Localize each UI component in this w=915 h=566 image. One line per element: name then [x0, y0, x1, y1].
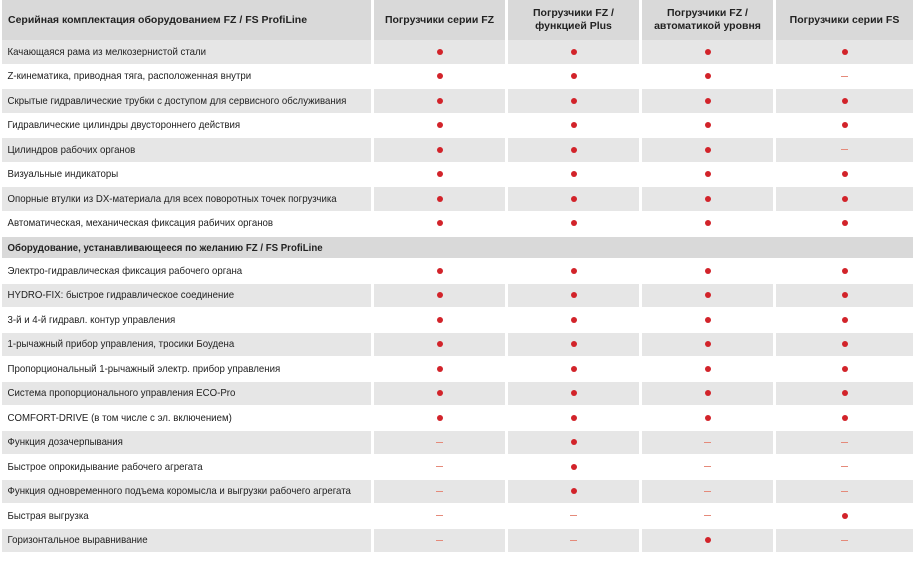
availability-cell — [371, 333, 505, 357]
included-dot-icon — [571, 98, 577, 104]
availability-cell — [773, 89, 913, 113]
availability-cell — [371, 212, 505, 236]
row-label: HYDRO-FIX: быстрое гидравлическое соединение — [7, 289, 235, 302]
availability-cell — [773, 529, 913, 553]
availability-cell — [639, 40, 773, 64]
row-label: Горизонтальное выравнивание — [7, 534, 148, 547]
not-available-dash-icon — [570, 515, 577, 516]
included-dot-icon — [437, 147, 443, 153]
availability-cell — [505, 529, 639, 553]
included-dot-icon — [705, 122, 711, 128]
row-label: Z-кинематика, приводная тяга, расположенная внутри — [7, 70, 252, 83]
row-label: Функция одновременного подъема коромысла и выгрузки рабочего агрегата — [7, 485, 351, 498]
availability-cell — [505, 163, 639, 187]
availability-cell — [773, 138, 913, 162]
included-dot-icon — [705, 220, 711, 226]
table-row — [2, 455, 913, 480]
included-dot-icon — [437, 220, 443, 226]
included-dot-icon — [842, 49, 848, 55]
availability-cell — [505, 308, 639, 332]
included-dot-icon — [437, 390, 443, 396]
row-label: Качающаяся рама из мелкозернистой стали — [7, 45, 207, 58]
availability-cell — [371, 504, 505, 528]
included-dot-icon — [705, 98, 711, 104]
availability-cell — [505, 187, 639, 211]
included-dot-icon — [842, 268, 848, 274]
availability-cell — [639, 187, 773, 211]
availability-cell — [505, 89, 639, 113]
header-fz-auto-line1: Погрузчики FZ / — [667, 7, 748, 19]
included-dot-icon — [705, 415, 711, 421]
availability-cell — [773, 333, 913, 357]
availability-cell — [639, 308, 773, 332]
availability-cell — [639, 455, 773, 479]
availability-cell — [371, 89, 505, 113]
not-available-dash-icon — [841, 442, 848, 443]
included-dot-icon — [571, 341, 577, 347]
table-row — [2, 529, 913, 554]
included-dot-icon — [705, 317, 711, 323]
included-dot-icon — [571, 366, 577, 372]
availability-cell — [639, 65, 773, 89]
table-row — [2, 406, 913, 431]
header-fz-plus-line2: функцией Plus — [535, 20, 612, 32]
header-fz-auto-line2: автоматикой уровня — [654, 20, 761, 32]
availability-cell — [371, 455, 505, 479]
row-label: Опорные втулки из DX-материала для всех поворотных точек погрузчика — [7, 192, 337, 205]
availability-cell — [773, 308, 913, 332]
included-dot-icon — [705, 49, 711, 55]
table-row — [2, 333, 913, 358]
included-dot-icon — [705, 147, 711, 153]
not-available-dash-icon — [841, 466, 848, 467]
availability-cell — [639, 163, 773, 187]
availability-cell — [505, 431, 639, 455]
not-available-dash-icon — [436, 466, 443, 467]
availability-cell — [505, 284, 639, 308]
included-dot-icon — [571, 464, 577, 470]
availability-cell — [773, 259, 913, 283]
section-optional-equipment — [2, 237, 913, 259]
included-dot-icon — [842, 390, 848, 396]
included-dot-icon — [571, 488, 577, 494]
availability-cell — [505, 357, 639, 381]
included-dot-icon — [842, 196, 848, 202]
included-dot-icon — [571, 317, 577, 323]
included-dot-icon — [842, 98, 848, 104]
availability-cell — [371, 406, 505, 430]
row-label: Визуальные индикаторы — [7, 168, 119, 181]
availability-cell — [371, 480, 505, 504]
availability-cell — [773, 187, 913, 211]
row-label: Функция дозачерпывания — [7, 436, 123, 449]
availability-cell — [371, 284, 505, 308]
included-dot-icon — [571, 49, 577, 55]
availability-cell — [639, 431, 773, 455]
included-dot-icon — [842, 317, 848, 323]
header-fz-series: Погрузчики серии FZ — [371, 0, 505, 40]
included-dot-icon — [842, 513, 848, 519]
availability-cell — [773, 40, 913, 64]
availability-cell — [639, 259, 773, 283]
table-row — [2, 259, 913, 284]
row-label: 3-й и 4-й гидравл. контур управления — [7, 313, 176, 326]
row-label: Пропорциональный 1-рычажный электр. прибор управления — [7, 362, 281, 375]
included-dot-icon — [437, 196, 443, 202]
availability-cell — [505, 114, 639, 138]
included-dot-icon — [437, 341, 443, 347]
section-title: Оборудование, устанавливающееся по желанию FZ / FS ProfiLine — [7, 241, 323, 254]
availability-cell — [639, 480, 773, 504]
included-dot-icon — [705, 73, 711, 79]
included-dot-icon — [571, 73, 577, 79]
not-available-dash-icon — [841, 491, 848, 492]
row-label: Быстрое опрокидывание рабочего агрегата — [7, 460, 203, 473]
not-available-dash-icon — [841, 149, 848, 150]
header-feature-column: Серийная комплектация оборудованием FZ / FS ProfiLine — [2, 0, 371, 40]
not-available-dash-icon — [704, 515, 711, 516]
not-available-dash-icon — [704, 466, 711, 467]
row-label: COMFORT-DRIVE (в том числе с эл. включением) — [7, 411, 232, 424]
included-dot-icon — [437, 415, 443, 421]
row-label: Автоматическая, механическая фиксация рабичих органов — [7, 217, 274, 230]
availability-cell — [505, 40, 639, 64]
availability-cell — [773, 357, 913, 381]
included-dot-icon — [437, 268, 443, 274]
availability-cell — [371, 529, 505, 553]
not-available-dash-icon — [436, 515, 443, 516]
availability-cell — [773, 431, 913, 455]
table-row — [2, 114, 913, 139]
availability-cell — [773, 212, 913, 236]
availability-cell — [371, 308, 505, 332]
included-dot-icon — [842, 220, 848, 226]
table-row — [2, 308, 913, 333]
included-dot-icon — [705, 171, 711, 177]
availability-cell — [639, 333, 773, 357]
included-dot-icon — [705, 537, 711, 543]
availability-cell — [639, 504, 773, 528]
availability-cell — [505, 455, 639, 479]
availability-cell — [773, 455, 913, 479]
availability-cell — [639, 114, 773, 138]
availability-cell — [773, 406, 913, 430]
included-dot-icon — [842, 171, 848, 177]
included-dot-icon — [571, 415, 577, 421]
availability-cell — [505, 259, 639, 283]
availability-cell — [639, 212, 773, 236]
availability-cell — [639, 357, 773, 381]
included-dot-icon — [705, 196, 711, 202]
availability-cell — [773, 284, 913, 308]
included-dot-icon — [571, 220, 577, 226]
availability-cell — [773, 114, 913, 138]
row-label: Электро-гидравлическая фиксация рабочего органа — [7, 264, 243, 277]
not-available-dash-icon — [704, 442, 711, 443]
row-label: Цилиндров рабочих органов — [7, 143, 136, 156]
not-available-dash-icon — [436, 491, 443, 492]
included-dot-icon — [437, 317, 443, 323]
table-row — [2, 382, 913, 407]
availability-cell — [773, 382, 913, 406]
availability-cell — [639, 382, 773, 406]
availability-cell — [639, 284, 773, 308]
included-dot-icon — [437, 171, 443, 177]
availability-cell — [371, 259, 505, 283]
optional-equipment-body — [2, 259, 913, 553]
availability-cell — [371, 187, 505, 211]
included-dot-icon — [571, 268, 577, 274]
included-dot-icon — [842, 415, 848, 421]
availability-cell — [371, 138, 505, 162]
availability-cell — [371, 163, 505, 187]
availability-cell — [371, 114, 505, 138]
table-row — [2, 284, 913, 309]
availability-cell — [505, 382, 639, 406]
availability-cell — [371, 40, 505, 64]
included-dot-icon — [705, 390, 711, 396]
header-fz-plus-line1: Погрузчики FZ / — [533, 7, 614, 19]
included-dot-icon — [842, 122, 848, 128]
not-available-dash-icon — [841, 540, 848, 541]
included-dot-icon — [705, 268, 711, 274]
equipment-table — [2, 0, 913, 553]
availability-cell — [773, 65, 913, 89]
row-label: Скрытые гидравлические трубки с доступом для сервисного обслуживания — [7, 94, 347, 107]
availability-cell — [773, 480, 913, 504]
table-row — [2, 163, 913, 188]
availability-cell — [371, 65, 505, 89]
availability-cell — [505, 480, 639, 504]
included-dot-icon — [571, 122, 577, 128]
included-dot-icon — [437, 122, 443, 128]
included-dot-icon — [705, 292, 711, 298]
included-dot-icon — [705, 366, 711, 372]
availability-cell — [773, 163, 913, 187]
table-row — [2, 65, 913, 90]
table-row — [2, 89, 913, 114]
not-available-dash-icon — [570, 540, 577, 541]
availability-cell — [371, 431, 505, 455]
table-row — [2, 187, 913, 212]
row-label: Быстрая выгрузка — [7, 509, 89, 522]
availability-cell — [639, 406, 773, 430]
table-row — [2, 212, 913, 237]
included-dot-icon — [437, 98, 443, 104]
availability-cell — [371, 382, 505, 406]
included-dot-icon — [571, 390, 577, 396]
included-dot-icon — [437, 73, 443, 79]
header-fs-series: Погрузчики серии FS — [773, 0, 913, 40]
availability-cell — [505, 138, 639, 162]
availability-cell — [773, 504, 913, 528]
availability-cell — [505, 504, 639, 528]
availability-cell — [505, 212, 639, 236]
table-row — [2, 504, 913, 529]
availability-cell — [639, 529, 773, 553]
table-row — [2, 138, 913, 163]
availability-cell — [505, 65, 639, 89]
availability-cell — [505, 406, 639, 430]
row-label: 1-рычажный прибор управления, тросики Боудена — [7, 338, 235, 351]
not-available-dash-icon — [704, 491, 711, 492]
availability-cell — [639, 138, 773, 162]
included-dot-icon — [571, 171, 577, 177]
header-fz-auto-level — [639, 0, 773, 40]
included-dot-icon — [571, 292, 577, 298]
table-row — [2, 40, 913, 65]
availability-cell — [371, 357, 505, 381]
included-dot-icon — [842, 341, 848, 347]
included-dot-icon — [842, 366, 848, 372]
not-available-dash-icon — [436, 442, 443, 443]
table-header — [2, 0, 913, 40]
not-available-dash-icon — [436, 540, 443, 541]
included-dot-icon — [437, 366, 443, 372]
table-row — [2, 431, 913, 456]
availability-cell — [505, 333, 639, 357]
row-label: Гидравлические цилиндры двустороннего действия — [7, 119, 241, 132]
availability-cell — [639, 89, 773, 113]
table-row — [2, 357, 913, 382]
included-dot-icon — [437, 292, 443, 298]
header-fz-plus — [505, 0, 639, 40]
included-dot-icon — [571, 439, 577, 445]
standard-equipment-body — [2, 40, 913, 236]
row-label: Система пропорционального управления ECO-Pro — [7, 387, 236, 400]
included-dot-icon — [571, 147, 577, 153]
included-dot-icon — [571, 196, 577, 202]
not-available-dash-icon — [841, 76, 848, 77]
included-dot-icon — [705, 341, 711, 347]
table-row — [2, 480, 913, 505]
included-dot-icon — [437, 49, 443, 55]
included-dot-icon — [842, 292, 848, 298]
